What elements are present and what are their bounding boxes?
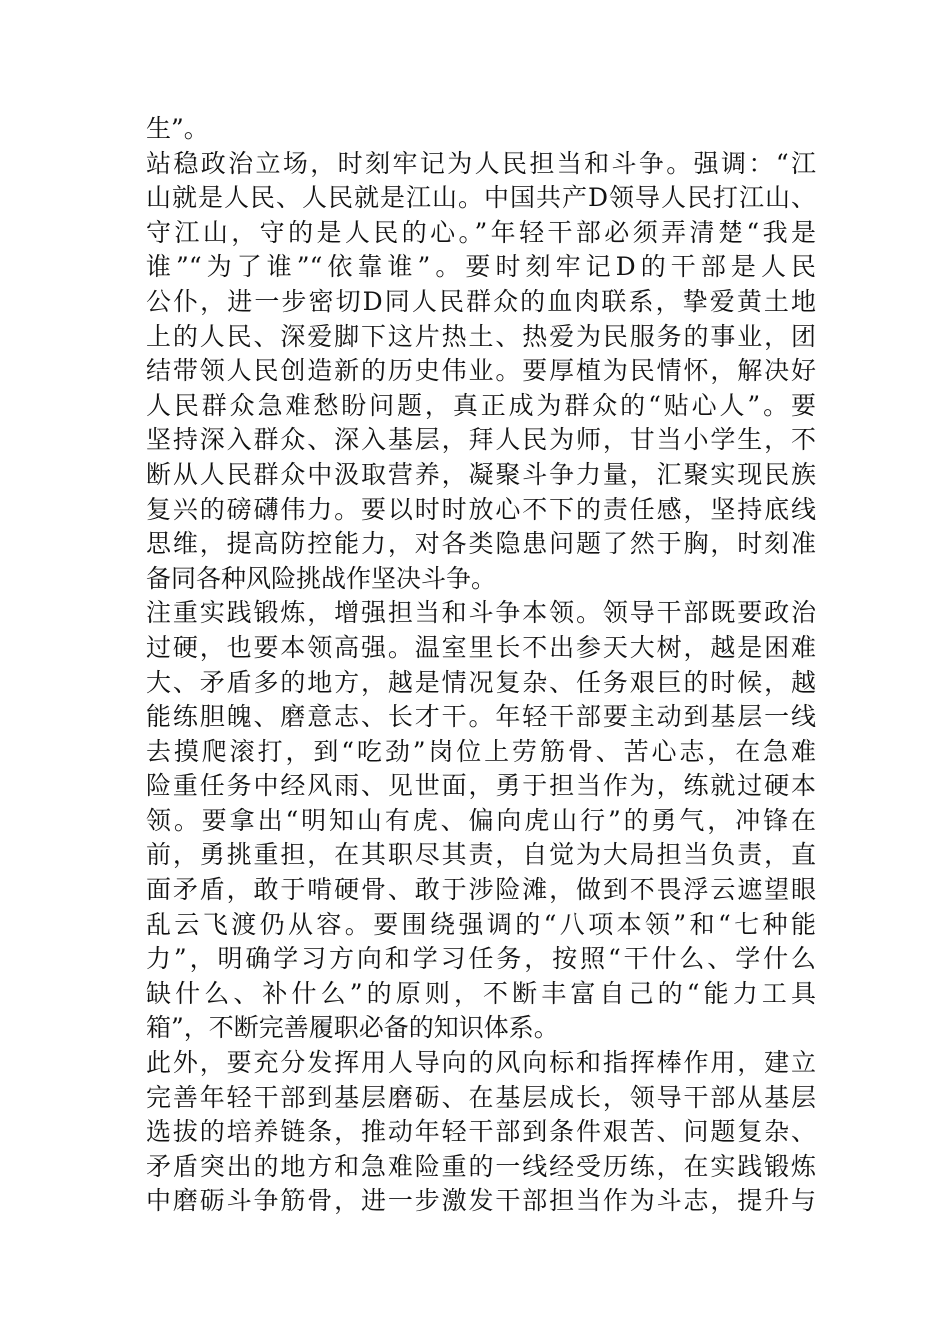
text-line: 山就是人民、人民就是江山。中国共产D领导人民打江山、 [146, 183, 816, 213]
text-line: 注重实践锻炼，增强担当和斗争本领。领导干部既要政治 [146, 598, 816, 628]
text-line: 领。要拿出“明知山有虎、偏向虎山行”的勇气，冲锋在 [146, 805, 816, 835]
text-line: 险重任务中经风雨、见世面，勇于担当作为，练就过硬本 [146, 771, 816, 801]
text-line: 上的人民、深爱脚下这片热土、热爱为民服务的事业，团 [146, 321, 816, 351]
text-line: 谁”“为了谁”“依靠谁”。要时刻牢记D的干部是人民 [146, 252, 816, 282]
text-line: 矛盾突出的地方和急难险重的一线经受历练，在实践锻炼 [146, 1151, 816, 1181]
text-line: 大、矛盾多的地方，越是情况复杂、任务艰巨的时候，越 [146, 667, 816, 697]
text-line: 断从人民群众中汲取营养，凝聚斗争力量，汇聚实现民族 [146, 459, 816, 489]
text-line: 力”，明确学习方向和学习任务，按照“干什么、学什么 [146, 944, 816, 974]
text-line: 思维，提高防控能力，对各类隐患问题了然于胸，时刻准 [146, 529, 816, 559]
text-line: 缺什么、补什么”的原则，不断丰富自己的“能力工具 [146, 978, 816, 1008]
text-line: 坚持深入群众、深入基层，拜人民为师，甘当小学生，不 [146, 425, 816, 455]
text-line: 中磨砺斗争筋骨，进一步激发干部担当作为斗志，提升与 [146, 1186, 816, 1216]
text-line: 站稳政治立场，时刻牢记为人民担当和斗争。强调：“江 [146, 148, 816, 178]
text-line: 生”。 [146, 114, 209, 143]
text-line: 人民群众急难愁盼问题，真正成为群众的“贴心人”。要 [146, 390, 816, 420]
text-line: 乱云飞渡仍从容。要围绕强调的“八项本领”和“七种能 [146, 909, 816, 939]
text-line: 复兴的磅礴伟力。要以时时放心不下的责任感，坚持底线 [146, 494, 816, 524]
text-line: 结带领人民创造新的历史伟业。要厚植为民情怀，解决好 [146, 356, 816, 386]
text-line: 守江山，守的是人民的心。”年轻干部必须弄清楚“我是 [146, 217, 816, 247]
text-line: 备同各种风险挑战作坚决斗争。 [146, 563, 497, 593]
text-line: 能练胆魄、磨意志、长才干。年轻干部要主动到基层一线 [146, 702, 816, 732]
text-line: 公仆，进一步密切D同人民群众的血肉联系，挚爱黄土地 [146, 286, 816, 316]
text-line: 过硬，也要本领高强。温室里长不出参天大树，越是困难 [146, 632, 816, 662]
text-line: 面矛盾，敢于啃硬骨、敢于涉险滩，做到不畏浮云遮望眼 [146, 875, 816, 905]
text-line: 箱”，不断完善履职必备的知识体系。 [146, 1013, 559, 1043]
text-line: 前，勇挑重担，在其职尽其责，自觉为大局担当负责，直 [146, 840, 816, 870]
text-line: 完善年轻干部到基层磨砺、在基层成长，领导干部从基层 [146, 1082, 816, 1112]
text-line: 此外，要充分发挥用人导向的风向标和指挥棒作用，建立 [146, 1048, 816, 1078]
text-line: 选拔的培养链条，推动年轻干部到条件艰苦、问题复杂、 [146, 1117, 816, 1147]
text-line: 去摸爬滚打，到“吃劲”岗位上劳筋骨、苦心志，在急难 [146, 736, 816, 766]
body-text [146, 112, 816, 1219]
